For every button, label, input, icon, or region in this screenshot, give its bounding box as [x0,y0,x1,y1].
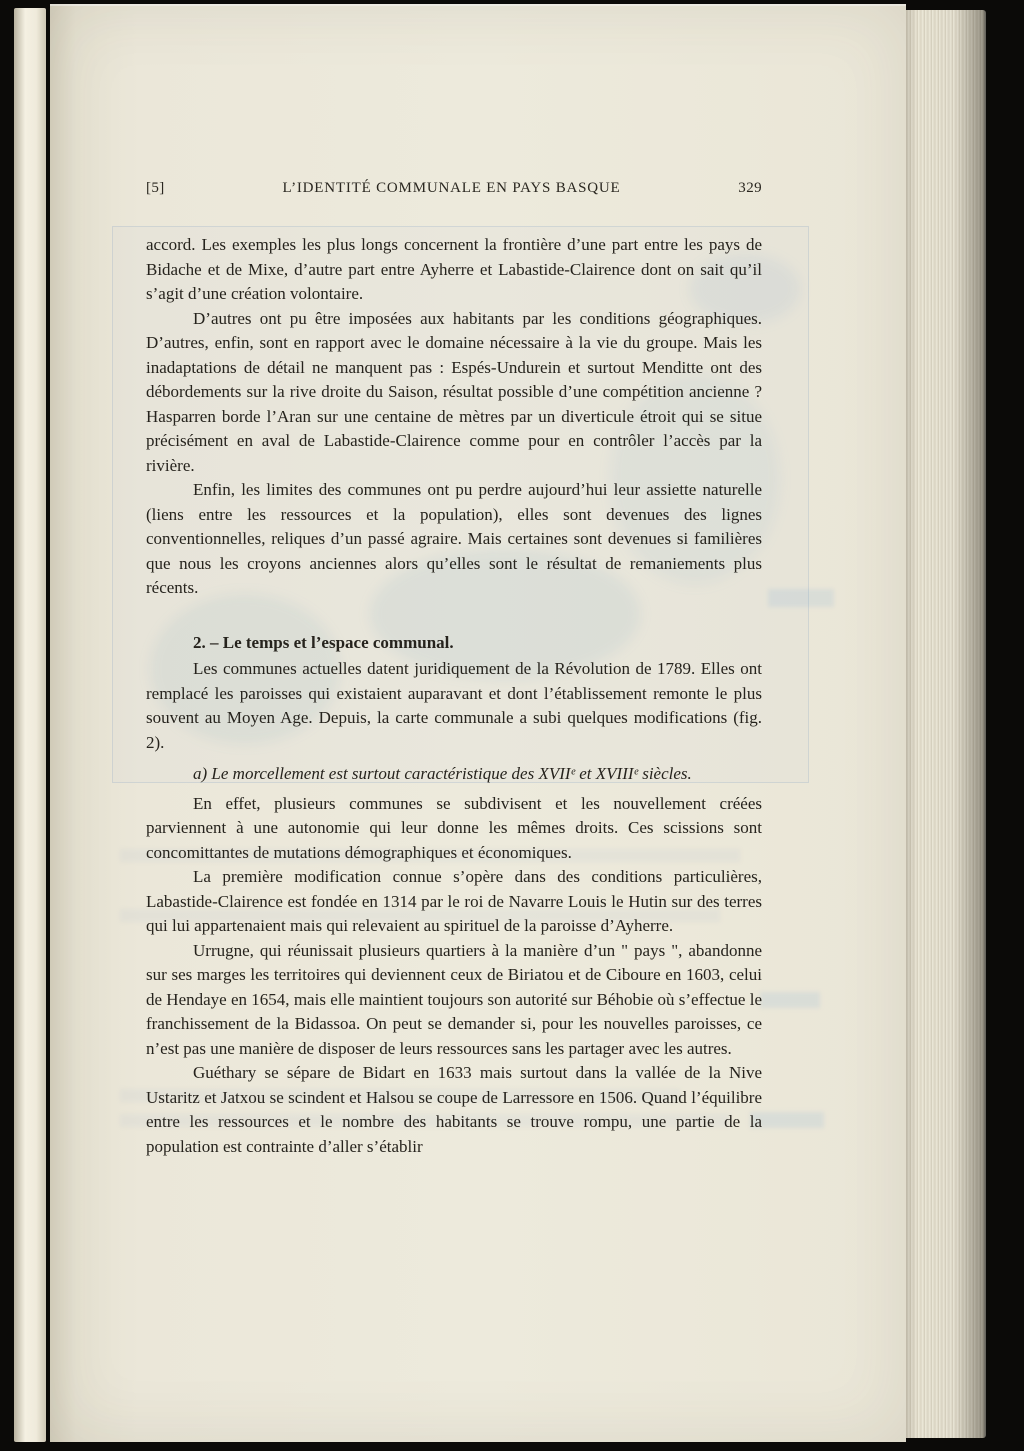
section-heading: 2. – Le temps et l’espace communal. [193,632,454,652]
body-text [146,233,762,1159]
paragraph-continuation: accord. Les exemples les plus longs concernent la frontière d’une part entre les pays de Bidache et de Mixe, d’autre part entre Ayherre et Labastide-Clairence dont on sait qu’il s’agit d’une création volontaire. [146,235,762,303]
paragraph: Enfin, les limites des communes ont pu perdre aujourd’hui leur assiette naturelle (liens entre les ressources et la population), elles sont devenues des lignes conventionnelles, reliques d’un passé agraire. Mais certaines sont devenues si familières que nous les croyons anciennes alors qu’elles sont le résultat de remaniements plus récents. [146,480,762,597]
paragraph: Urrugne, qui réunissait plusieurs quartiers à la manière d’un " pays ", abandonne sur ses marges les territoires qui deviennent ceux de Biriatou et de Ciboure en 1603, celui de Hendaye en 1654, mais elle maintient toujours son autorité sur Béhobie où s’effectue le franchissement de la Bidassoa. On peut se demander si, pour les nouvelles paroisses, ce n’est pas une manière de disposer de leurs ressources sans les partager avec les autres. [146,940,762,1058]
paragraph: En effet, plusieurs communes se subdivisent et les nouvellement créées parviennent à une autonomie qui leur donne les mêmes droits. Ces scissions sont concomittantes de mutations démographiques et économiques. [146,793,762,862]
book-page [50,4,906,1442]
paragraph: Les communes actuelles datent juridiquement de la Révolution de 1789. Elles ont remplacé les paroisses qui existaient auparavant et dont l’établissement remonte le plus souvent au Moyen Age. Depuis, la carte communale a subi quelques modifications (fig. 2). [146,659,762,752]
running-title: L’IDENTITÉ COMMUNALE EN PAYS BASQUE [282,180,621,196]
paragraph: D’autres ont pu être imposées aux habitants par les conditions géographiques. D’autres, enfin, sont en rapport avec le domaine nécessaire à la vie du groupe. Mais les inadaptations de détail ne manquent pas : Espés-Undurein et surtout Menditte ont des débordements sur la rive droite du Saison, résultat possible d’une compétition ancienne ? Hasparren borde l’Aran sur une centaine de mètres par un diverticule étroit qui se situe précisément en aval de Labastide-Clairence comme pour en contrôler l’accès par la rivière. [146,308,762,475]
page-content [146,180,762,1159]
show-through-mark [768,589,834,607]
paragraph: Guéthary se sépare de Bidart en 1633 mais surtout dans la vallée de la Nive Ustaritz et Jatxou se scindent et Halsou se coupe de Larressore en 1506. Quand l’équilibre entre les ressources et le nombre des habitants se trouve rompu, une partie de la population est contrainte d’aller s’établir [146,1063,762,1156]
subsection-heading: a) Le morcellement est surtout caractéristique des XVIIᵉ et XVIIIᵉ siècles. [193,764,692,783]
running-header [146,180,762,197]
page-number: 329 [738,180,762,196]
section-marker: [5] [146,180,165,196]
left-page-edge [14,8,46,1442]
paragraph: La première modification connue s’opère dans des conditions particulières, Labastide-Clairence est fondée en 1314 par le roi de Navarre Louis le Hutin sur des terres qui lui appartenaient mais qui relevaient au spirituel de la paroisse d’Ayherre. [146,867,762,935]
page-stack-edge [906,10,986,1438]
show-through-mark [760,992,820,1008]
